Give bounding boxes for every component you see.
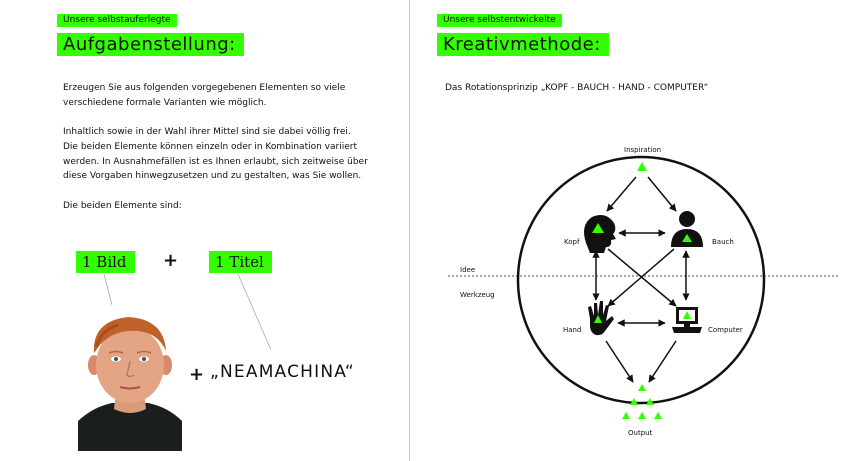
paragraph-2-line-2: Die beiden Elemente können einzeln oder in Kombination variiert: [63, 141, 357, 152]
cycle-circle: [518, 157, 764, 403]
label-kopf: Kopf: [564, 238, 580, 246]
paragraph-3: Die beiden Elemente sind:: [63, 201, 182, 211]
element-titel-label: 1 Titel: [209, 251, 272, 273]
plus-sign-1: +: [163, 250, 179, 271]
paragraph-1-line-1: Erzeugen Sie aus folgenden vorgegebenen Elementen so viele: [63, 83, 346, 93]
connector-lines: [0, 0, 410, 461]
paragraph-1-line-2: verschiedene formale Varianten wie möglich.: [63, 97, 267, 108]
head-icon: [584, 215, 616, 253]
label-inspiration: Inspiration: [624, 146, 662, 154]
label-idee: Idee: [460, 266, 476, 274]
right-tag: Unsere selbstentwickelte: [437, 14, 562, 27]
paragraph-2-line-4: diese Vorgaben hinwegzusetzen und zu gestalten, was Sie wollen.: [63, 171, 362, 182]
paragraph-2-line-1: Inhaltlich sowie in der Wahl ihrer Mittel sind sie dabei völlig frei.: [63, 127, 351, 137]
label-computer: Computer: [708, 326, 743, 334]
element-bild-label: 1 Bild: [76, 251, 135, 273]
label-bauch: Bauch: [712, 238, 734, 246]
label-hand: Hand: [563, 326, 582, 334]
right-subtitle: Das Rotationsprinzip „KOPF - BAUCH - HAND - COMPUTER“: [445, 83, 709, 93]
computer-icon: [672, 307, 702, 333]
paragraph-2-line-3: werden. In Ausnahmefällen ist es Ihnen erlaubt, sich zeitweise über: [63, 156, 368, 167]
left-tag: Unsere selbstauferlegte: [57, 14, 177, 27]
portrait-photo: [78, 313, 182, 451]
hand-icon: [588, 301, 614, 335]
torso-icon: [671, 211, 703, 247]
right-heading: Kreativmethode:: [437, 33, 609, 56]
label-werkzeug: Werkzeug: [460, 291, 495, 299]
label-output: Output: [628, 429, 653, 437]
left-heading: Aufgabenstellung:: [57, 33, 244, 56]
inspiration-triangle: [637, 162, 647, 171]
plus-sign-2: +: [189, 364, 205, 385]
neamachina-title: „NEAMACHINA“: [210, 362, 355, 382]
